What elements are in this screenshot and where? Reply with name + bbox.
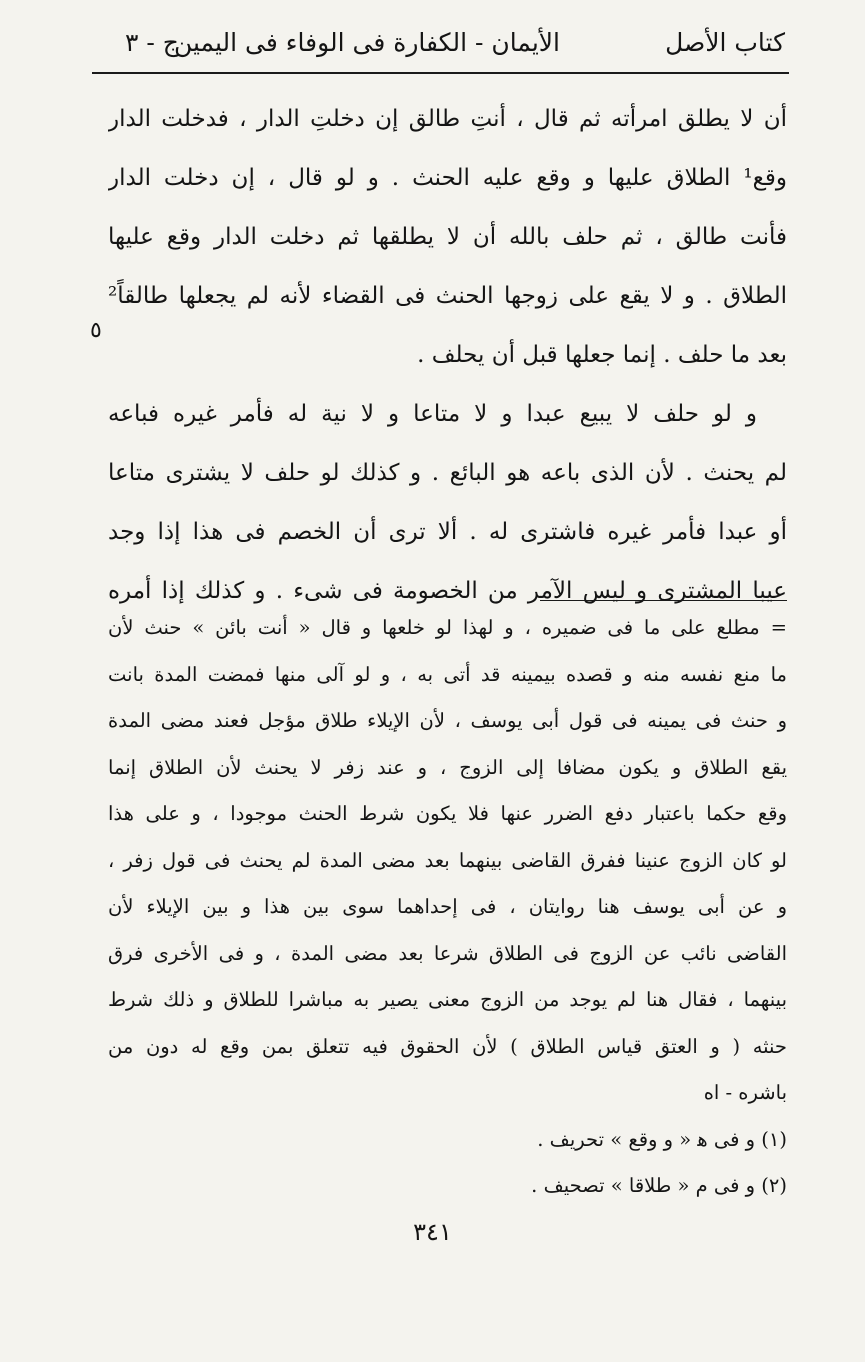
- footnote-line: و عن أبى يوسف هنا روايتان ، فى إحداهما سوى بين هذا و بين الإيلاء لأن: [108, 895, 787, 918]
- line-marker: ٥: [90, 318, 102, 343]
- main-line: فأنت طالق ، ثم حلف بالله أن لا يطلقها ثم دخلت الدار وقع عليها: [108, 224, 787, 250]
- main-line: أن لا يطلق امرأته ثم قال ، أنتِ طالق إن دخلتِ الدار ، فدخلت الدار: [108, 106, 787, 132]
- running-header: [95, 22, 785, 72]
- main-line: الطلاق . و لا يقع على زوجها الحنث فى القضاء لأنه لم يجعلها طالقاً²: [108, 283, 787, 309]
- footnote-line: لو كان الزوج عنينا ففرق القاضى بينهما بعد مضى المدة لم يحنث فى قول زفر ،: [108, 848, 787, 872]
- footnote-note: (٢) و فى م « طلاقا » تصحيف .: [531, 1174, 787, 1197]
- footnote-line: وقع حكما باعتبار دفع الضرر عنها فلا يكون شرط الحنث موجودا ، و على هذا: [108, 802, 787, 825]
- header-rule: [92, 72, 789, 74]
- footnote-line: القاضى نائب عن الزوج فى الطلاق شرعا بعد مضى المدة ، و فى الأخرى فرق: [108, 941, 787, 965]
- header-book-title: كتاب الأصل: [665, 28, 785, 57]
- footnote-line: بينهما ، فقال هنا لم يوجد من الزوج معنى يصير به مباشرا للطلاق و ذلك شرط: [108, 988, 787, 1011]
- footnotes: [108, 605, 787, 1210]
- footnote-line: يقع الطلاق و يكون مضافا إلى الزوج ، و عند زفر لا يحنث لأن الطلاق إنما: [108, 755, 787, 779]
- footnote-line: و حنث فى يمينه فى قول أبى يوسف ، لأن الإيلاء طلاق مؤجل فعند مضى المدة: [108, 709, 787, 732]
- main-text: [108, 90, 787, 621]
- footnote-line: حنثه ( و العتق قياس الطلاق ) لأن الحقوق فيه تتعلق بمن وقع له دون من: [108, 1034, 787, 1058]
- page-number: ٣٤١: [413, 1218, 452, 1246]
- main-line: عيبا المشترى و ليس الآمر من الخصومة فى شىء . و كذلك إذا أمره: [108, 578, 787, 604]
- footnote-line: = مطلع على ما فى ضميره ، و لهذا لو خلعها و قال « أنت بائن » حنث لأن: [108, 616, 787, 639]
- footnote-rule: [540, 600, 787, 601]
- footnote-line: ما منع نفسه منه و قصده بيمينه قد أتى به ، و لو آلى منها فمضت المدة بانت: [108, 662, 787, 686]
- footnote-line: باشره - اه: [703, 1081, 787, 1104]
- header-chapter-title: الأيمان - الكفارة فى الوفاء فى اليمين: [173, 28, 560, 57]
- footnote-note: (١) و فى ﻫ « و وقع » تحريف .: [537, 1127, 787, 1151]
- main-line: أو عبدا فأمر غيره فاشترى له . ألا ترى أن الخصم فى هذا إذا وجد: [108, 519, 787, 545]
- main-line: وقع¹ الطلاق عليها و وقع عليه الحنث . و لو قال ، إن دخلت الدار: [108, 165, 787, 191]
- main-line: لم يحنث . لأن الذى باعه هو البائع . و كذلك لو حلف لا يشترى متاعا: [108, 460, 787, 486]
- header-volume: ج - ٣: [125, 28, 179, 57]
- main-line: و لو حلف لا يبيع عبدا و لا متاعا و لا نية له فأمر غيره فباعه: [108, 401, 757, 427]
- main-line: بعد ما حلف . إنما جعلها قبل أن يحلف .: [417, 342, 787, 368]
